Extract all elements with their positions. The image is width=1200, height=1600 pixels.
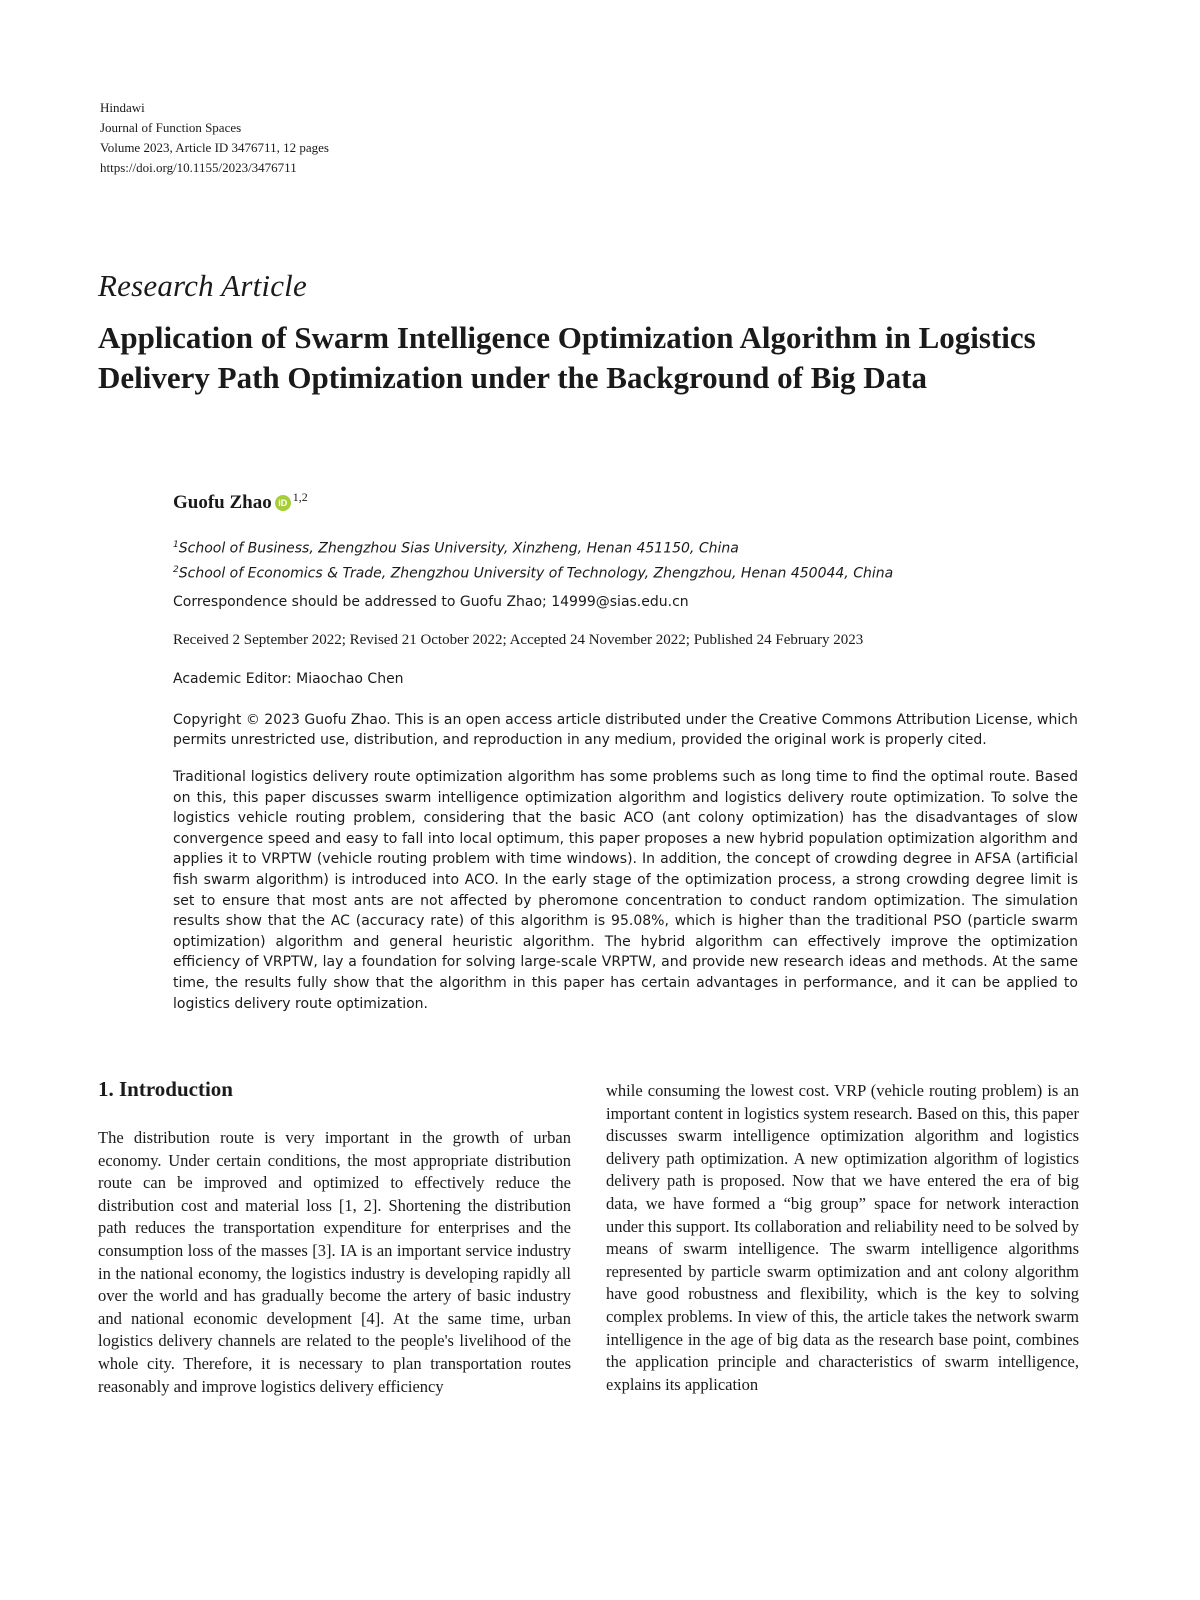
doi-link[interactable]: https://doi.org/10.1155/2023/3476711 — [100, 160, 297, 175]
author-affiliation-marks: 1,2 — [292, 489, 308, 504]
correspondence: Correspondence should be addressed to Guofu Zhao; 14999@sias.edu.cn — [173, 594, 689, 610]
affiliation-1 — [173, 535, 893, 560]
body-column-right: while consuming the lowest cost. VRP (vehicle routing problem) is an important content in logistics system research. Based on this, this paper discusses swarm intelligence optimization algorithm and logistics delivery path optimization. A new optimization algorithm of logistics delivery path is proposed. Now that we have entered the era of big data, we have formed a “big group” space for network interaction under this support. Its collaboration and reliability need to be solved by means of swarm intelligence. The swarm intelligence algorithms represented by particle swarm optimization and ant colony algorithm have good robustness and flexibility, which is the key to solving complex problems. In view of this, the article takes the network swarm intelligence in the age of big data as the research base point, combines the application principle and characteristics of swarm intelligence, explains its application — [606, 1081, 1079, 1394]
affiliation-mark: 2 — [173, 564, 179, 575]
journal-header — [100, 98, 329, 178]
copyright-notice: Copyright © 2023 Guofu Zhao. This is an open access article distributed under the Creative Commons Attribution License, which permits unrestricted use, distribution, and reproduction in any medium, provided the original work is properly cited. — [173, 712, 1078, 748]
affiliation-text: School of Economics & Trade, Zhengzhou University of Technology, Zhengzhou, Henan 450044, China — [178, 565, 894, 582]
publisher-name: Hindawi — [100, 100, 145, 115]
affiliation-2 — [173, 560, 893, 585]
author-line — [173, 489, 308, 514]
volume-info: Volume 2023, Article ID 3476711, 12 pages — [100, 140, 329, 155]
section-heading: 1. Introduction — [98, 1077, 233, 1101]
abstract: Traditional logistics delivery route optimization algorithm has some problems such as long time to find the optimal route. Based on this, this paper discusses swarm intelligence optimization algorithm and logistics delivery route optimization. To solve the logistics vehicle routing problem, considering that the basic ACO (ant colony optimization) has the disadvantages of slow convergence speed and easy to fall into local optimum, this paper proposes a new hybrid population optimization algorithm and applies it to VRPTW (vehicle routing problem with time windows). In addition, the concept of crowding degree in AFSA (artificial fish swarm algorithm) is introduced into ACO. In the early stage of the optimization process, a strong crowding degree limit is set to ensure that most ants are not affected by pheromone concentration to conduct random optimization. The simulation results show that the AC (accuracy rate) of this algorithm is 95.08%, which is higher than the traditional PSO (particle swarm optimization) algorithm and general heuristic algorithm. The hybrid algorithm can effectively improve the optimization efficiency of VRPTW, lay a foundation for solving large-scale VRPTW, and provide new research ideas and methods. At the same time, the results fully show that the algorithm in this paper has certain advantages in performance, and it can be applied to logistics delivery route optimization. — [173, 769, 1078, 1012]
body-column-left: The distribution route is very important in the growth of urban economy. Under certain conditions, the most appropriate distribution route can be improved and optimized to effectively reduce the distribution cost and material loss [1, 2]. Shortening the distribution path reduces the transportation expenditure for enterprises and the consumption loss of the masses [3]. IA is an important service industry in the national economy, the logistics industry is developing rapidly all over the world and has gradually become the artery of basic industry and national economic development [4]. At the same time, urban logistics delivery channels are related to the people's livelihood of the whole city. Therefore, it is necessary to plan transportation routes reasonably and improve logistics delivery efficiency — [98, 1128, 571, 1396]
academic-editor: Academic Editor: Miaochao Chen — [173, 671, 404, 687]
paper-title: Application of Swarm Intelligence Optimization Algorithm in Logistics Delivery Path Optimization under the Background of Big Data — [98, 320, 1036, 395]
journal-name: Journal of Function Spaces — [100, 120, 242, 135]
affiliation-mark: 1 — [173, 540, 179, 550]
author-name[interactable]: Guofu Zhao — [173, 492, 272, 513]
affiliation-text: School of Business, Zhengzhou Sias University, Xinzheng, Henan 451150, China — [178, 540, 739, 557]
orcid-icon[interactable]: iD — [275, 495, 291, 511]
article-type: Research Article — [98, 268, 307, 303]
publication-dates: Received 2 September 2022; Revised 21 October 2022; Accepted 24 November 2022; Published 24 February 2023 — [173, 632, 864, 648]
affiliations — [173, 535, 893, 584]
